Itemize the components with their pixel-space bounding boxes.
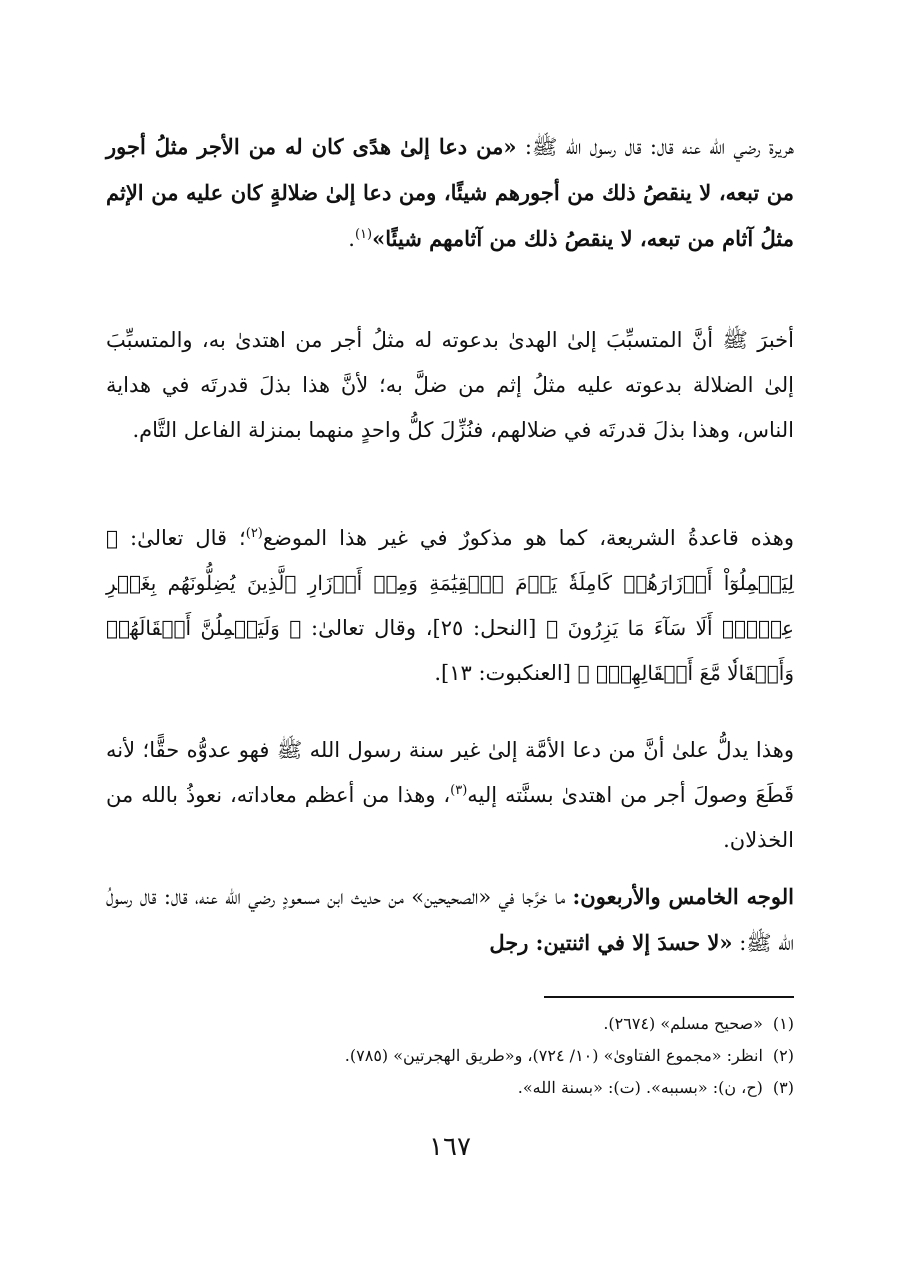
footnote-item (106, 1072, 794, 1104)
section-heading: الوجه الخامس والأربعون: (572, 884, 794, 909)
paragraph-text: . (348, 227, 355, 251)
hadith-text: «لا حسدَ إلا في اثنتين: رجل (489, 930, 733, 955)
footnote-number: (١) (772, 1014, 794, 1033)
paragraph-hadith-guidance (106, 124, 794, 262)
paragraph-text: هريرة رضي الله عنه قال: قال رسول الله ﷺ: (516, 135, 794, 159)
footnote-text: (ح، ن): «بسببه». (ت): «بسنة الله». (517, 1078, 763, 1097)
footnote-item (106, 1040, 794, 1072)
paragraph-text: أخبرَ ﷺ أنَّ المتسبِّبَ إلىٰ الهدىٰ بدعوته له مثلُ أجر من اهتدىٰ به، والمتسبِّبَ إلىٰ الضلالة بدعوته عليه مثلُ إثم من ضلَّ به؛ لأنَّ هذا بذلَ قدرتَه في هداية الناس، وهذا بذلَ قدرتَه في ضلالهم، فنُزِّلَ كلُّ واحدٍ منهما بمنزلة الفاعل التَّام. (106, 328, 794, 442)
hadith-text: «من دعا إلىٰ هدًى كان له من الأجر مثلُ أجور من تبعه، لا ينقصُ ذلك من أجورهم شيئًا، ومن دعا إلىٰ ضلالةٍ كان عليه من الإثم مثلُ آثام من تبعه، لا ينقصُ ذلك من آثامهم شيئًا» (106, 134, 794, 251)
footnote-ref-1: (١) (354, 227, 373, 242)
verse-reference: [العنكبوت: ١٣]. (434, 661, 578, 685)
footnotes-list (106, 1008, 794, 1104)
footnote-ref-2: (٢) (245, 526, 263, 541)
paragraph-text: وهذا يدلُّ علىٰ أنَّ من دعا الأمَّة إلىٰ غير سنة رسول الله ﷺ فهو عدوُّه حقًّا؛ لأنه قَطَعَ وصولَ أجر من اهتدىٰ بسنَّته إليه (106, 738, 794, 807)
paragraph-text: ؛ قال تعالىٰ: (118, 526, 246, 550)
footnote-item (106, 1008, 794, 1040)
page-number: ١٦٧ (429, 1132, 471, 1162)
paragraph-text: ، وهذا من أعظم معاداته، نعوذُ بالله من الخذلان. (106, 783, 794, 852)
paragraph-text: وهذه قاعدةُ الشريعة، كما هو مذكورٌ في غير هذا الموضع (262, 526, 794, 550)
quran-verse-nahl: ﴿ لِيَحۡمِلُوٓاْ أَوۡزَارَهُمۡ كَامِلَةٗ يَوۡمَ ٱلۡقِيَٰمَةِ وَمِنۡ أَوۡزَارِ ٱلَّذِينَ يُضِلُّونَهُم بِغَيۡرِ عِلۡمٍۗ أَلَا سَآءَ مَا يَزِرُونَ ﴾ (106, 526, 794, 640)
footnote-text: «صحيح مسلم» (٢٦٧٤). (603, 1014, 763, 1033)
verse-reference: [النحل: ٢٥]، وقال تعالىٰ: (301, 616, 547, 640)
footnote-divider (544, 996, 794, 998)
footnote-number: (٢) (772, 1046, 794, 1065)
paragraph-enmity (106, 728, 794, 863)
footnote-text: انظر: «مجموع الفتاوىٰ» (١٠/ ٧٢٤)، و«طريق الهجرتين» (٧٨٥). (344, 1046, 763, 1065)
paragraph-explanation (106, 318, 794, 453)
paragraph-sharia-rule (106, 516, 794, 696)
footnote-ref-3: (٣) (450, 783, 468, 798)
footnote-number: (٣) (772, 1078, 794, 1097)
paragraph-text: ما خرَّجا في «الصحيحين» من حديث ابن مسعودٍ رضي الله عنه، قال: قال رسولُ الله ﷺ: (106, 885, 794, 955)
quran-verse-ankabut: ﴿ وَلَيَحۡمِلُنَّ أَثۡقَالَهُمۡ وَأَثۡقَالٗا مَّعَ أَثۡقَالِهِمۡۖ ﴾ (106, 616, 794, 685)
paragraph-aspect-45 (106, 874, 794, 966)
